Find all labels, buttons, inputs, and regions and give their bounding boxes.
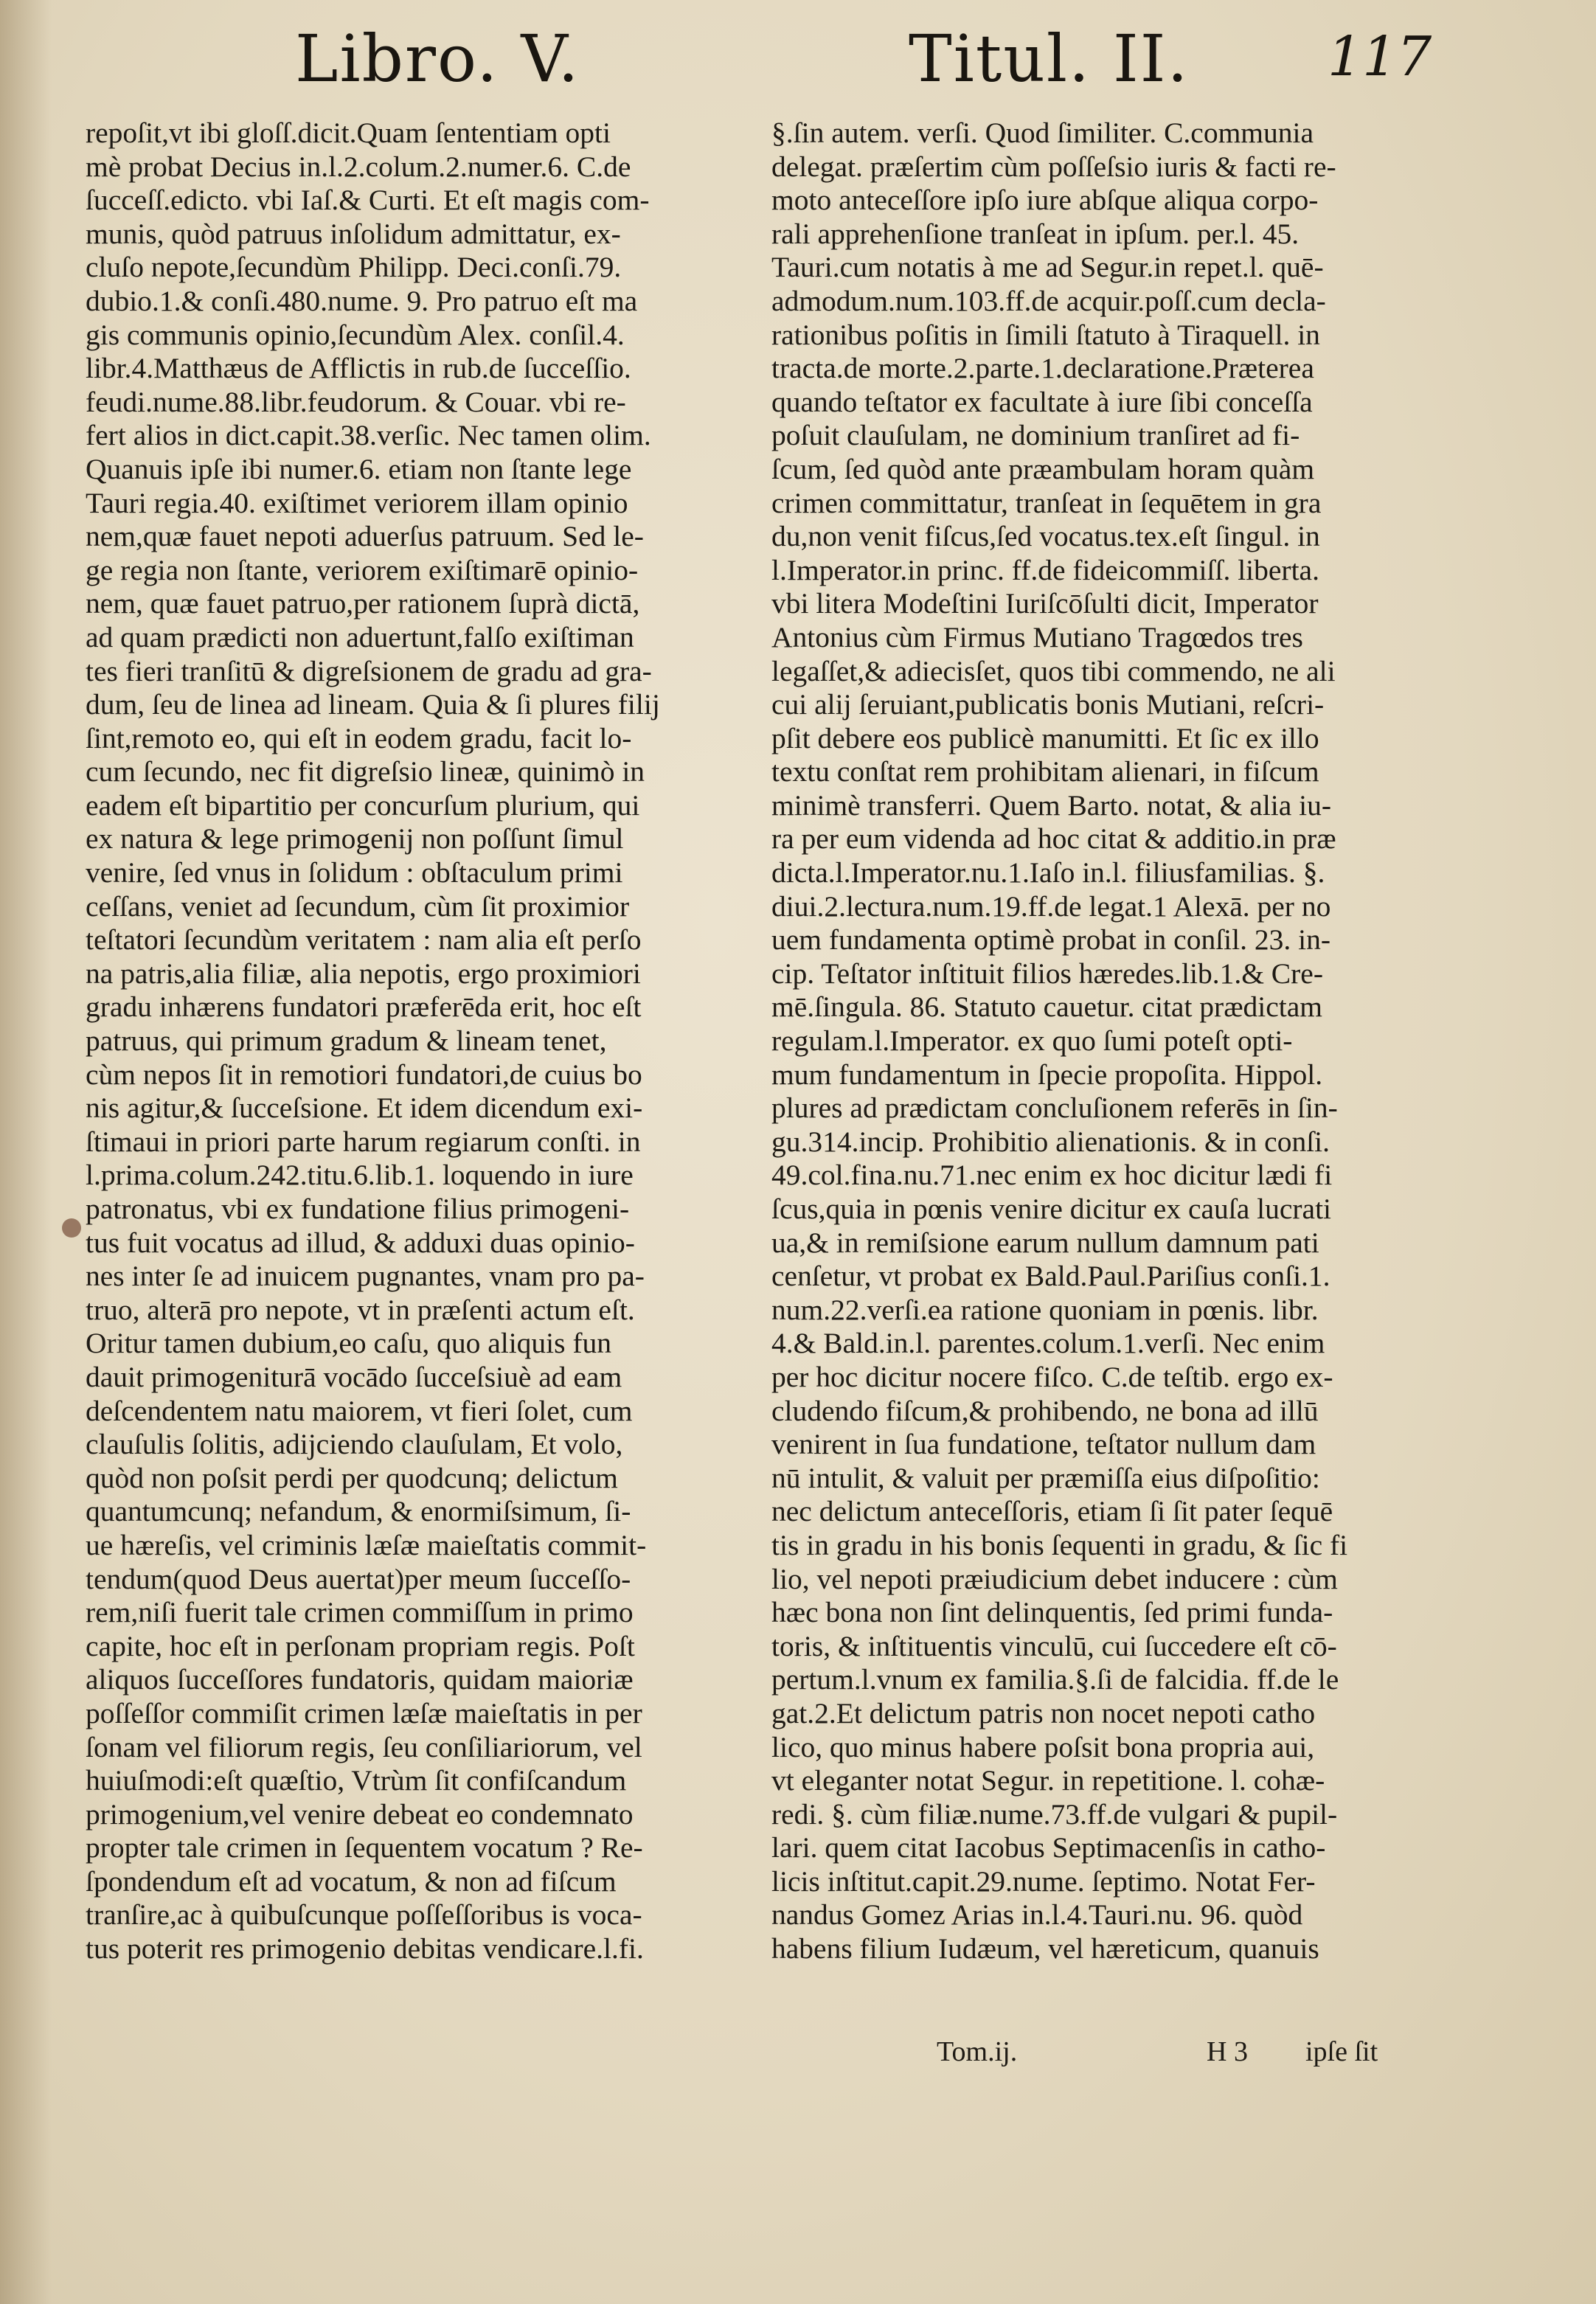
- text-line: 49.col.fina.nu.71.nec enim ex hoc dicitur lædi fi: [771, 1159, 1333, 1192]
- text-line: cenſetur, vt probat ex Bald.Paul.Pariſius conſi.1.: [771, 1260, 1330, 1293]
- text-line: libr.4.Matthæus de Afflictis in rub.de ſucceſſio.: [86, 352, 631, 385]
- text-line: gis communis opinio,ſecundùm Alex. conſil.4.: [86, 318, 625, 351]
- text-line: teſtatori ſecundùm veritatem : nam alia eſt perſo: [86, 923, 642, 957]
- text-line: plures ad prædictam concluſionem referēs in ſin-: [771, 1092, 1338, 1125]
- text-line: §.ſin autem. verſi. Quod ſimiliter. C.communia: [771, 117, 1314, 149]
- text-line: primogenium,vel venire debeat eo condemnato: [86, 1797, 634, 1831]
- text-line: feudi.nume.88.libr.feudorum. & Couar. vbi re-: [86, 385, 626, 418]
- text-line: lari. quem citat Iacobus Septimacenſis in catho-: [771, 1831, 1326, 1864]
- text-line: munis, quòd patruus inſolidum admittatur, ex-: [86, 217, 621, 250]
- text-line: regulam.l.Imperator. ex quo ſumi poteſt opti-: [771, 1024, 1293, 1058]
- text-line: hæc bona non ſint delinquentis, ſed primi funda-: [771, 1596, 1333, 1629]
- text-line: venirent in ſua fundatione, teſtator nullum dam: [771, 1428, 1316, 1461]
- text-line: ra per eum videnda ad hoc citat & additio.in præ: [771, 822, 1336, 856]
- text-line: pertum.l.vnum ex familia.§.ſi de falcidia. ff.de le: [771, 1663, 1339, 1696]
- text-line: crimen committatur, tranſeat in ſequētem in gra: [771, 486, 1322, 519]
- text-line: gradu inhærens fundatori præferēda erit, hoc eſt: [86, 990, 642, 1024]
- text-line: dicta.l.Imperator.nu.1.Iaſo in.l. filiusfamilias. §.: [771, 856, 1325, 889]
- text-line: ue hæreſis, vel criminis læſæ maieſtatis commit-: [86, 1528, 647, 1561]
- text-line: l.Imperator.in princ. ff.de fideicommiſſ. liberta.: [771, 553, 1319, 586]
- text-line: cip. Teſtator inſtituit filios hæredes.lib.1.& Cre-: [771, 957, 1323, 990]
- text-line: Tauri.cum notatis à me ad Segur.in repet.l. quē-: [771, 251, 1324, 284]
- text-line: poſuit clauſulam, ne dominium tranſiret ad fi-: [771, 419, 1300, 452]
- text-line: ſonam vel filiorum regis, ſeu conſiliariorum, vel: [86, 1730, 642, 1763]
- text-line: Oritur tamen dubium,eo caſu, quo aliquis fun: [86, 1327, 612, 1360]
- text-line: quantumcunq; nefandum, & enormiſsimum, ſi-: [86, 1495, 631, 1528]
- text-line: eadem eſt bipartitio per concurſum plurium, qui: [86, 788, 640, 822]
- text-line: cui alij ſeruiant,publicatis bonis Mutiani, reſcri-: [771, 688, 1325, 721]
- gutter-shadow: [0, 0, 52, 2304]
- text-line: textu conſtat rem prohibitam alienari, in fiſcum: [771, 755, 1319, 788]
- text-line: dubio.1.& conſi.480.nume. 9. Pro patruo eſt ma: [86, 284, 638, 317]
- text-line: delegat. præſertim cùm poſſeſsio iuris & facti re-: [771, 150, 1336, 183]
- text-line: nem,quæ fauet nepoti aduerſus patruum. Sed le-: [86, 520, 644, 553]
- text-line: tus poterit res primogenio debitas vendicare.l.fi.: [86, 1932, 644, 1965]
- text-line: ſpondendum eſt ad vocatum, & non ad fiſcum: [86, 1864, 617, 1898]
- text-line: rem,niſi fuerit tale crimen commiſſum in primo: [86, 1596, 634, 1629]
- text-line: aliquos ſucceſſores fundatoris, quidam maioriæ: [86, 1663, 634, 1696]
- folio-number: 117: [1328, 25, 1432, 89]
- text-line: pſit debere eos publicè manumitti. Et ſic ex illo: [771, 721, 1319, 754]
- page-footer: [937, 2036, 1423, 2072]
- text-line: repoſit,vt ibi gloſſ.dicit.Quam ſententiam opti: [86, 117, 611, 149]
- text-line: legaſſet,& adiecisſet, quos tibi commendo, ne ali: [771, 654, 1336, 687]
- text-line: lico, quo minus habere poſsit bona propria aui,: [771, 1730, 1315, 1763]
- text-line: gu.314.incip. Prohibitio alienationis. & in conſi.: [771, 1125, 1330, 1158]
- text-line: ua,& in remiſsione earum nullum damnum pati: [771, 1226, 1319, 1259]
- text-line: minimè transferri. Quem Barto. notat, & alia iu-: [771, 788, 1332, 822]
- text-line: redi. §. cùm filiæ.nume.73.ff.de vulgari & pupil-: [771, 1797, 1338, 1831]
- text-line: ſcus,quia in pœnis venire dicitur ex cauſa lucrati: [771, 1193, 1332, 1225]
- text-line: rali apprehenſione tranſeat in ipſum. per.l. 45.: [771, 217, 1300, 250]
- text-line: ſcum, ſed quòd ante præambulam horam quàm: [771, 452, 1315, 485]
- text-line: cludendo fiſcum,& prohibendo, ne bona ad illū: [771, 1394, 1319, 1427]
- text-line: ad quam prædicti non aduertunt,falſo exiſtiman: [86, 620, 634, 653]
- text-line: ge regia non ſtante, veriorem exiſtimarē opinio-: [86, 553, 639, 586]
- text-line: diui.2.lectura.num.19.ff.de legat.1 Alexā. per no: [771, 889, 1331, 923]
- running-head-book: Libro. V.: [295, 21, 580, 97]
- text-line: licis inſtitut.capit.29.nume. ſeptimo. Notat Fer-: [771, 1864, 1316, 1898]
- text-line: uem fundamenta optimè probat in conſil. 23. in-: [771, 923, 1331, 957]
- text-line: moto anteceſſore ipſo iure abſque aliqua corpo-: [771, 184, 1319, 217]
- text-line: na patris,alia filiæ, alia nepotis, ergo proximiori: [86, 957, 641, 990]
- text-line: toris, & inſtituentis vinculū, cui ſuccedere eſt cō-: [771, 1629, 1337, 1662]
- text-line: 4.& Bald.in.l. parentes.colum.1.verſi. Nec enim: [771, 1327, 1325, 1360]
- text-line: ſucceſſ.edicto. vbi Iaſ.& Curti. Et eſt magis com-: [86, 184, 650, 217]
- text-line: nis agitur,& ſucceſsione. Et idem dicendum exi-: [86, 1092, 643, 1125]
- ink-stain: [62, 1218, 81, 1238]
- text-line: tendum(quod Deus auertat)per meum ſucceſſo-: [86, 1562, 631, 1595]
- text-line: Quanuis ipſe ibi numer.6. etiam non ſtante lege: [86, 452, 632, 485]
- text-line: dum, ſeu de linea ad lineam. Quia & ſi plures filij: [86, 688, 660, 721]
- text-line: vbi litera Modeſtini Iuriſcōſulti dicit, Imperator: [771, 587, 1319, 620]
- text-line: tus fuit vocatus ad illud, & adduxi duas opinio-: [86, 1226, 635, 1259]
- text-line: quòd non poſsit perdi per quodcunq; delictum: [86, 1461, 618, 1494]
- left-text-column: [86, 117, 718, 1966]
- text-line: truo, alterā pro nepote, vt in præſenti actum eſt.: [86, 1293, 635, 1326]
- signature-mark: H 3: [1207, 2036, 1248, 2067]
- text-line: mum fundamentum in ſpecie propoſita. Hippol.: [771, 1058, 1323, 1091]
- text-line: ex natura & lege primogenij non poſſunt ſimul: [86, 822, 624, 856]
- text-line: cluſo nepote,ſecundùm Philipp. Deci.conſi.79.: [86, 251, 622, 284]
- text-line: Tauri regia.40. exiſtimet veriorem illam opinio: [86, 486, 628, 519]
- text-line: ſint,remoto eo, qui eſt in eodem gradu, facit lo-: [86, 721, 632, 754]
- text-line: rationibus poſitis in ſimili ſtatuto à Tiraquell. in: [771, 318, 1320, 351]
- text-line: gat.2.Et delictum patris non nocet nepoti catho: [771, 1696, 1316, 1729]
- text-line: nec delictum anteceſſoris, etiam ſi ſit pater ſequē: [771, 1495, 1333, 1528]
- right-text-column: [771, 117, 1419, 1966]
- text-line: nem, quæ fauet patruo,per rationem ſuprà dictā,: [86, 587, 640, 620]
- running-head: [0, 13, 1596, 97]
- text-line: dauit primogeniturā vocādo ſucceſsiuè ad eam: [86, 1360, 622, 1393]
- text-line: ſtimaui in priori parte harum regiarum conſti. in: [86, 1125, 641, 1158]
- text-line: deſcendentem natu maiorem, vt fieri ſolet, cum: [86, 1394, 633, 1427]
- text-line: nes inter ſe ad inuicem pugnantes, vnam pro pa-: [86, 1260, 645, 1293]
- catchword: ipſe ſit: [1305, 2036, 1378, 2067]
- text-line: habens filium Iudæum, vel hæreticum, quanuis: [771, 1932, 1319, 1965]
- text-line: venire, ſed vnus in ſolidum : obſtaculum primi: [86, 856, 623, 889]
- text-line: mē.ſingula. 86. Statuto cauetur. citat prædictam: [771, 990, 1323, 1024]
- text-line: tes fieri tranſitū & digreſsionem de gradu ad gra-: [86, 654, 652, 687]
- text-line: patronatus, vbi ex fundatione filius primogeni-: [86, 1193, 630, 1225]
- text-line: per hoc dicitur nocere fiſco. C.de teſtib. ergo ex-: [771, 1360, 1333, 1393]
- text-line: quando teſtator ex facultate à iure ſibi conceſſa: [771, 385, 1313, 418]
- text-line: ceſſans, veniet ad ſecundum, cùm ſit proximior: [86, 889, 630, 923]
- text-line: patruus, qui primum gradum & lineam tenet,: [86, 1024, 607, 1058]
- text-line: cum ſecundo, nec fit digreſsio lineæ, quinimò in: [86, 755, 645, 788]
- text-line: admodum.num.103.ff.de acquir.poſſ.cum decla-: [771, 284, 1326, 317]
- text-line: clauſulis ſolitis, adijciendo clauſulam, Et volo,: [86, 1428, 623, 1461]
- text-line: mè probat Decius in.l.2.colum.2.numer.6. C.de: [86, 150, 631, 183]
- running-head-title: Titul. II.: [909, 21, 1190, 97]
- text-line: Antonius cùm Firmus Mutiano Tragœdos tres: [771, 620, 1303, 653]
- text-line: huiuſmodi:eſt quæſtio, Vtrùm ſit confiſcandum: [86, 1764, 627, 1797]
- text-line: vt eleganter notat Segur. in repetitione. l. cohæ-: [771, 1764, 1325, 1797]
- text-line: nandus Gomez Arias in.l.4.Tauri.nu. 96. quòd: [771, 1898, 1303, 1932]
- text-line: l.prima.colum.242.titu.6.lib.1. loquendo in iure: [86, 1159, 634, 1192]
- text-line: du,non venit fiſcus,ſed vocatus.tex.eſt ſingul. in: [771, 520, 1320, 553]
- text-line: num.22.verſi.ea ratione quoniam in pœnis. libr.: [771, 1293, 1319, 1326]
- text-line: poſſeſſor commiſit crimen læſæ maieſtatis in per: [86, 1696, 642, 1729]
- text-line: capite, hoc eſt in perſonam propriam regis. Poſt: [86, 1629, 635, 1662]
- text-line: tracta.de morte.2.parte.1.declaratione.Præterea: [771, 352, 1314, 385]
- text-line: cùm nepos ſit in remotiori fundatori,de cuius bo: [86, 1058, 642, 1091]
- text-line: tranſire,ac à quibuſcunque poſſeſſoribus is voca-: [86, 1898, 642, 1932]
- text-line: tis in gradu in his bonis ſequenti in gradu, & ſic fi: [771, 1528, 1348, 1561]
- text-line: fert alios in dict.capit.38.verſic. Nec tamen olim.: [86, 419, 651, 452]
- volume-signature: Tom.ij.: [937, 2036, 1018, 2067]
- text-line: propter tale crimen in ſequentem vocatum ? Re-: [86, 1831, 643, 1864]
- text-line: nū intulit, & valuit per præmiſſa eius diſpoſitio:: [771, 1461, 1320, 1494]
- text-line: lio, vel nepoti præiudicium debet inducere : cùm: [771, 1562, 1338, 1595]
